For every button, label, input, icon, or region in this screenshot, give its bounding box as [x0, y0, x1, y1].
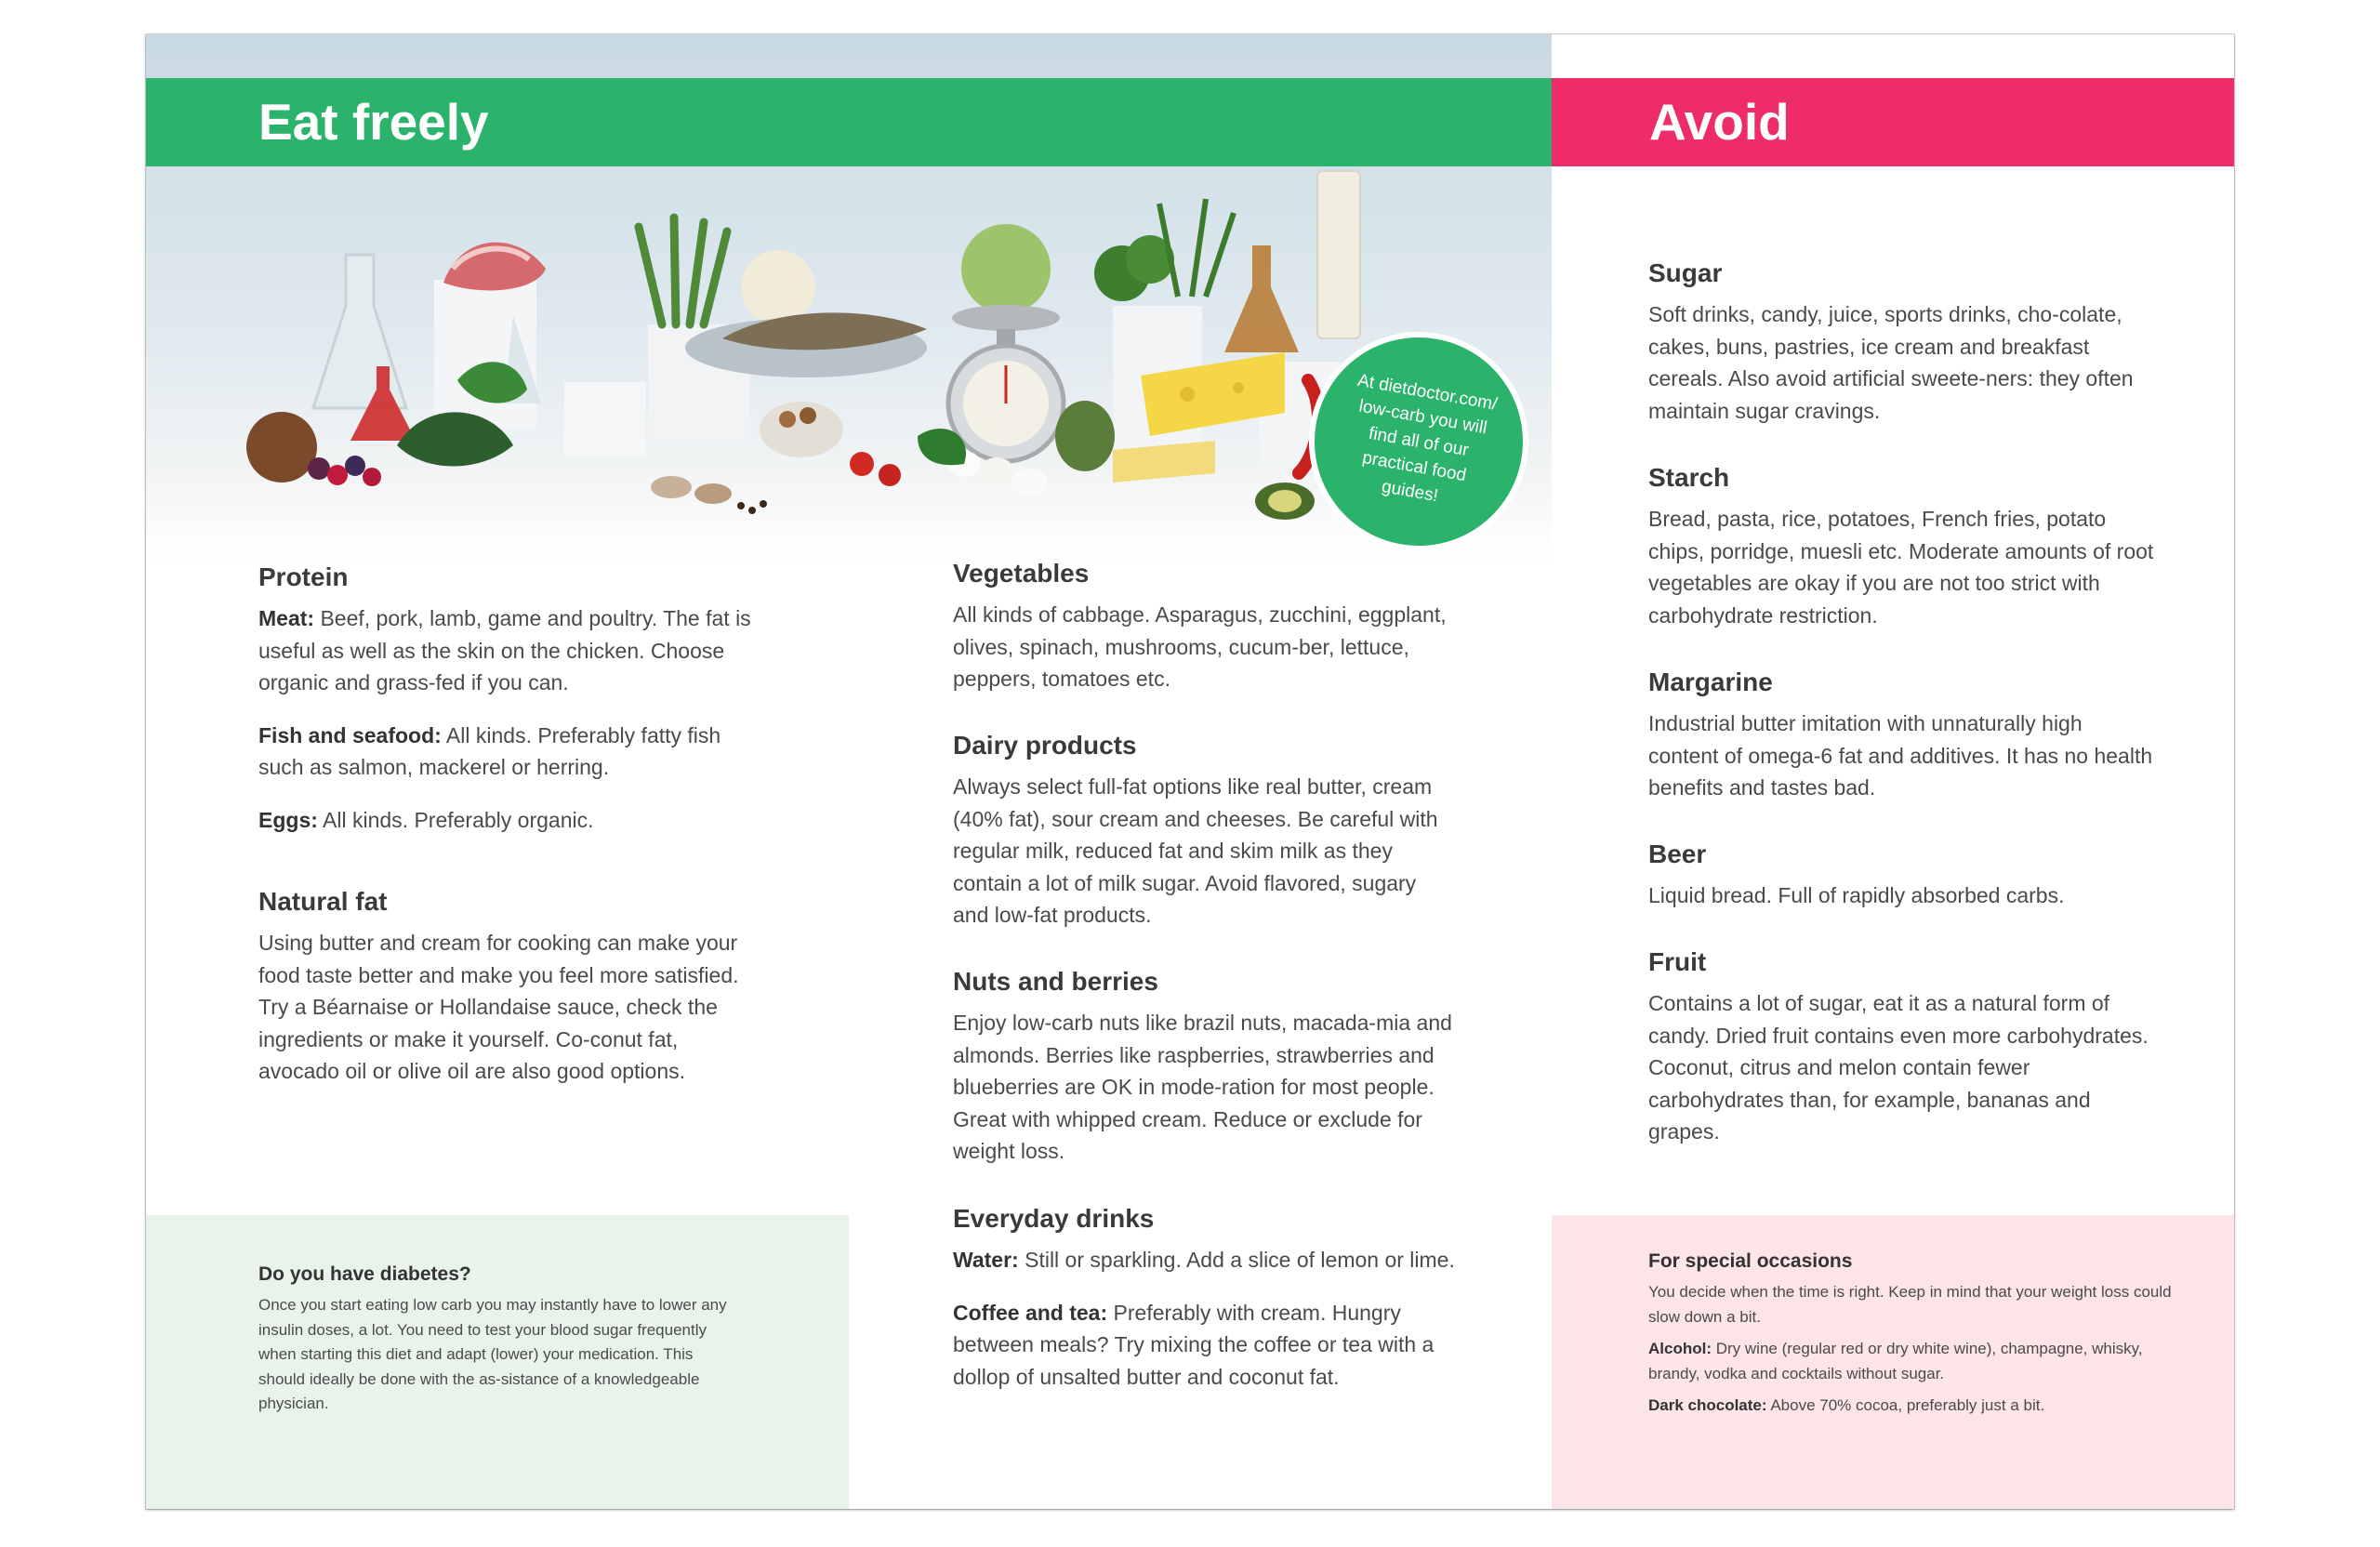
special-chocolate	[1648, 1394, 2178, 1419]
sugar-heading: Sugar	[1648, 258, 1723, 287]
protein-meat	[258, 602, 760, 699]
coffee-text: Preferably with cream. Hungry between meals? Try mixing the coffee or tea with a dollop of unsalted butter and coconut fat.	[953, 1300, 1435, 1389]
diabetes-text: Once you start eating low carb you may instantly have to lower any insulin doses, a lot. You need to test your blood sugar frequently when starting this diet and adapt (lower) your medication. This should ideally be done with the as-sistance of a knowledgeable physician.	[258, 1296, 727, 1412]
natural-fat-heading: Natural fat	[258, 887, 388, 916]
dairy-heading: Dairy products	[953, 731, 1137, 760]
natural-fat-section	[258, 886, 760, 1088]
eat-freely-banner	[146, 78, 1552, 166]
drinks-section	[953, 1203, 1455, 1393]
avoid-banner	[1552, 78, 2234, 166]
fish-text: All kinds. Preferably fatty fish such as salmon, mackerel or herring.	[258, 722, 721, 779]
drinks-heading: Everyday drinks	[953, 1204, 1155, 1233]
natural-fat-text: Using butter and cream for cooking can make your food taste better and make you feel more satisfied. Try a Béarnaise or Hollandaise sauce, check the ingredients or make it yourself. Co-conut fat, avocado oil or olive oil are also good options.	[258, 931, 739, 1083]
meat-label: Meat:	[258, 606, 315, 630]
sugar-text: Soft drinks, candy, juice, sports drinks, cho-colate, cakes, buns, pastries, ice cream and breakfast cereals. Also avoid artificial sweete-ners: they often maintain sugar cravings.	[1648, 302, 2134, 423]
special-heading: For special occasions	[1648, 1250, 1853, 1272]
vegetables-text: All kinds of cabbage. Asparagus, zucchini, eggplant, olives, spinach, mushrooms, cucum-ber, lettuce, peppers, tomatoes etc.	[953, 602, 1447, 691]
starch-heading: Starch	[1648, 463, 1730, 492]
coffee-label: Coffee and tea:	[953, 1300, 1108, 1325]
nuts-text: Enjoy low-carb nuts like brazil nuts, macada-mia and almonds. Berries like raspberries, strawberries and blueberries are OK in mode-ration for most people. Great with whipped cream. Reduce or exclude for weight loss.	[953, 1011, 1452, 1163]
protein-section	[258, 562, 760, 836]
dairy-text: Always select full-fat options like real butter, cream (40% fat), sour cream and cheeses. Be careful with regular milk, reduced fat and skim milk as they contain a lot of milk sugar. Avoid flavored, sugary and low-fat products.	[953, 774, 1438, 927]
fish-label: Fish and seafood:	[258, 722, 442, 747]
margarine-text: Industrial butter imitation with unnaturally high content of omega-6 fat and additives. It has no health benefits and tastes bad.	[1648, 711, 2153, 800]
protein-fish	[258, 720, 760, 784]
protein-eggs	[258, 804, 760, 837]
beer-section	[1648, 839, 2155, 912]
beer-heading: Beer	[1648, 840, 1707, 868]
water-label: Water:	[953, 1248, 1019, 1272]
drinks-coffee	[953, 1297, 1455, 1394]
avoid-title: Avoid	[1649, 93, 1790, 151]
meat-text: Beef, pork, lamb, game and poultry. The fat is useful as well as the skin on the chicken. Choose organic and grass-fed if you can.	[258, 606, 751, 694]
vegetables-section	[953, 558, 1455, 695]
special-intro: You decide when the time is right. Keep in mind that your weight loss could slow down a bit.	[1648, 1283, 2172, 1326]
alcohol-label: Alcohol:	[1648, 1340, 1712, 1357]
protein-heading: Protein	[258, 562, 349, 591]
fruit-text: Contains a lot of sugar, eat it as a natural form of candy. Dried fruit contains even more carbohydrates. Coconut, citrus and melon contain fewer carbohydrates than, for example, bananas and grapes.	[1648, 991, 2149, 1144]
eggs-label: Eggs:	[258, 807, 318, 832]
water-text: Still or sparkling. Add a slice of lemon or lime.	[1025, 1248, 1455, 1272]
chocolate-text: Above 70% cocoa, preferably just a bit.	[1770, 1396, 2045, 1414]
eat-freely-title: Eat freely	[258, 93, 489, 151]
dairy-section	[953, 730, 1455, 932]
margarine-heading: Margarine	[1648, 668, 1773, 696]
sugar-section	[1648, 258, 2155, 427]
nuts-heading: Nuts and berries	[953, 967, 1158, 996]
margarine-section	[1648, 667, 2155, 804]
special-occasions-box	[1552, 1215, 2234, 1509]
eggs-text: All kinds. Preferably organic.	[323, 807, 594, 832]
vegetables-heading: Vegetables	[953, 559, 1090, 588]
guides-badge-text: At dietdoctor.com/ low-carb you will find all of our practical food guides!	[1355, 370, 1500, 506]
diabetes-box	[146, 1215, 849, 1509]
chocolate-label: Dark chocolate:	[1648, 1396, 1767, 1414]
starch-section	[1648, 462, 2155, 631]
nuts-section	[953, 966, 1455, 1168]
fruit-heading: Fruit	[1648, 947, 1707, 976]
drinks-water	[953, 1244, 1455, 1276]
starch-text: Bread, pasta, rice, potatoes, French fries, potato chips, porridge, muesli etc. Moderate amounts of root vegetables are okay if you are not too strict with carbohydrate restriction.	[1648, 507, 2154, 628]
fruit-section	[1648, 946, 2155, 1148]
special-alcohol	[1648, 1337, 2178, 1386]
beer-text: Liquid bread. Full of rapidly absorbed carbs.	[1648, 883, 2065, 907]
brochure-spread	[146, 34, 2234, 1509]
diabetes-heading: Do you have diabetes?	[258, 1263, 471, 1285]
alcohol-text: Dry wine (regular red or dry white wine), champagne, whisky, brandy, vodka and cocktails without sugar.	[1648, 1340, 2143, 1382]
